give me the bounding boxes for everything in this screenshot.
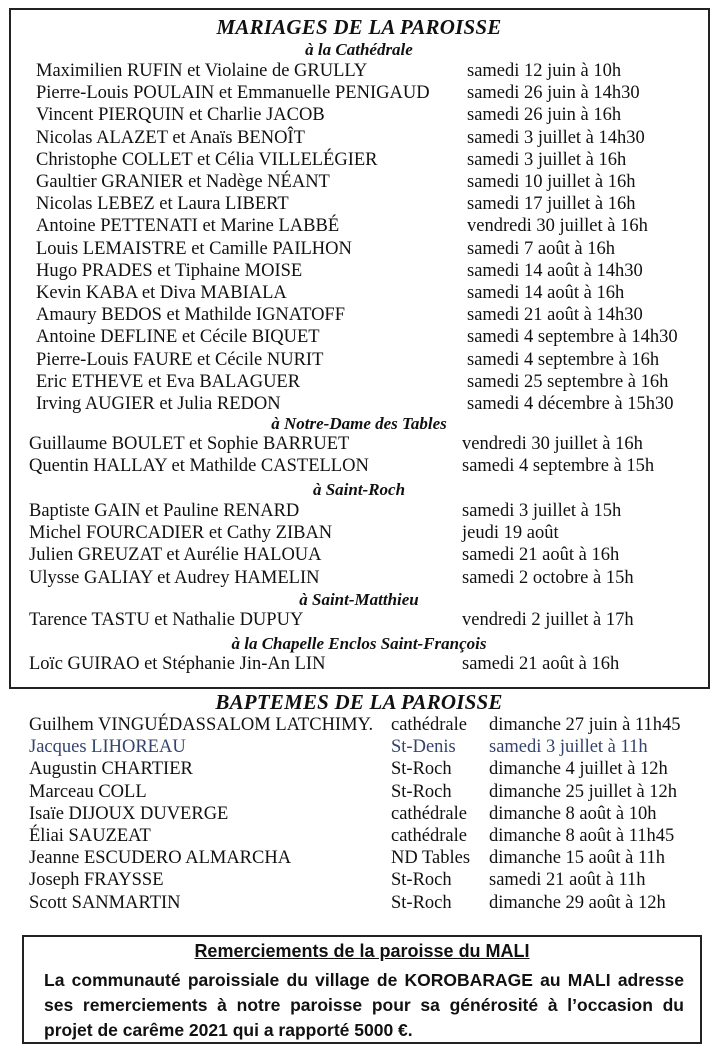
mariage-row xyxy=(0,239,718,261)
bapteme-place: St-Roch xyxy=(391,870,452,891)
mariage-date: samedi 2 octobre à 15h xyxy=(462,567,634,588)
mariage-row xyxy=(0,172,718,194)
mariage-row xyxy=(0,654,718,676)
couple-names: Eric ETHEVE et Eva BALAGUER xyxy=(36,371,301,392)
bapteme-name: Isaïe DIJOUX DUVERGE xyxy=(29,803,229,824)
bapteme-place: cathédrale xyxy=(391,715,467,735)
couple-names: Pierre-Louis POULAIN et Emmanuelle PENIGAUD xyxy=(36,83,430,104)
mariage-row xyxy=(0,456,718,478)
mariage-date: samedi 26 juin à 16h xyxy=(467,105,622,126)
couple-names: Antoine DEFLINE et Cécile BIQUET xyxy=(36,327,320,348)
bapteme-row xyxy=(0,893,718,915)
bapteme-place: St-Roch xyxy=(391,759,452,780)
bapteme-name: Jeanne ESCUDERO ALMARCHA xyxy=(29,848,292,869)
bapteme-name: Scott SANMARTIN xyxy=(29,892,181,913)
mariage-date: jeudi 19 août xyxy=(462,523,559,544)
mariage-row xyxy=(0,61,718,83)
bapteme-row xyxy=(0,737,718,759)
section-heading: à la Cathédrale xyxy=(305,40,413,59)
mariage-date: samedi 4 décembre à 15h30 xyxy=(467,394,674,414)
mariage-row xyxy=(0,150,718,172)
bapteme-place: St-Roch xyxy=(391,892,452,913)
mariage-date: samedi 17 juillet à 16h xyxy=(467,194,636,215)
couple-names: Hugo PRADES et Tiphaine MOISE xyxy=(36,260,303,281)
couple-names: Michel FOURCADIER et Cathy ZIBAN xyxy=(29,523,333,544)
bapteme-name: Marceau COLL xyxy=(29,781,147,802)
mariage-date: samedi 21 août à 16h xyxy=(462,654,620,674)
bapteme-date: dimanche 25 juillet à 12h xyxy=(489,781,678,802)
mariage-date: samedi 21 août à 14h30 xyxy=(467,305,643,326)
bapteme-row xyxy=(0,715,718,737)
remerciements-text: La communauté paroissiale du village de KOROBARAGE au MALI adresse ses remerciements à notre paroisse pour sa générosité à l’occasion du projet de carême 2021 qui a rapporté 5000 €. xyxy=(44,970,684,1040)
mariage-row xyxy=(0,128,718,150)
couple-names: Baptiste GAIN et Pauline RENARD xyxy=(29,501,300,521)
mariage-date: samedi 3 juillet à 15h xyxy=(462,501,622,521)
bapteme-name: Jacques LIHOREAU xyxy=(29,737,186,758)
couple-names: Pierre-Louis FAURE et Cécile NURIT xyxy=(36,349,324,370)
mariage-date: samedi 4 septembre à 14h30 xyxy=(467,327,678,348)
mariage-row xyxy=(0,283,718,305)
mariage-row xyxy=(0,350,718,372)
mariage-row xyxy=(0,194,718,216)
bapteme-name: Guilhem VINGUÉDASSALOM LATCHIMY. xyxy=(29,715,374,735)
bapteme-place: cathédrale xyxy=(391,826,467,846)
mariage-date: samedi 10 juillet à 16h xyxy=(467,172,636,192)
bapteme-row xyxy=(0,848,718,870)
couple-names: Ulysse GALIAY et Audrey HAMELIN xyxy=(29,567,320,588)
bapteme-row xyxy=(0,870,718,892)
mariage-row xyxy=(0,568,718,590)
mariage-row xyxy=(0,501,718,523)
mariage-date: vendredi 2 juillet à 17h xyxy=(462,610,634,630)
couple-names: Guillaume BOULET et Sophie BARRUET xyxy=(29,434,350,454)
bapteme-place: cathédrale xyxy=(391,803,467,824)
remerciements-title: Remerciements de la paroisse du MALI xyxy=(194,941,530,961)
mariage-row xyxy=(0,261,718,283)
mariage-date: samedi 21 août à 16h xyxy=(462,545,620,566)
couple-names: Maximilien RUFIN et Violaine de GRULLY xyxy=(36,61,368,81)
bapteme-date: samedi 3 juillet à 11h xyxy=(489,737,648,758)
mariage-row xyxy=(0,105,718,127)
mariage-row xyxy=(0,545,718,567)
couple-names: Vincent PIERQUIN et Charlie JACOB xyxy=(36,105,325,126)
couple-names: Nicolas LEBEZ et Laura LIBERT xyxy=(36,194,289,215)
bapteme-place: ND Tables xyxy=(391,848,471,869)
bapteme-date: dimanche 15 août à 11h xyxy=(489,848,666,869)
mariage-row xyxy=(0,372,718,394)
bapteme-name: Éliai SAUZEAT xyxy=(29,826,151,846)
mariage-date: samedi 14 août à 16h xyxy=(467,283,625,303)
bapteme-row xyxy=(0,826,718,848)
remerciements-box xyxy=(22,935,702,1044)
section-heading: à Saint-Matthieu xyxy=(299,590,419,609)
mariage-row xyxy=(0,216,718,238)
couple-names: Gaultier GRANIER et Nadège NÉANT xyxy=(36,172,330,192)
mariage-date: samedi 4 septembre à 16h xyxy=(467,349,660,370)
bapteme-place: St-Denis xyxy=(391,737,456,758)
section-heading: à Notre-Dame des Tables xyxy=(271,414,447,433)
bapteme-name: Augustin CHARTIER xyxy=(29,759,193,780)
couple-names: Loïc GUIRAO et Stéphanie Jin-An LIN xyxy=(29,654,326,674)
couple-names: Louis LEMAISTRE et Camille PAILHON xyxy=(36,238,352,259)
mariage-date: samedi 25 septembre à 16h xyxy=(467,371,669,392)
mariage-row xyxy=(0,394,718,416)
mariage-row xyxy=(0,305,718,327)
mariage-date: vendredi 30 juillet à 16h xyxy=(462,434,643,454)
couple-names: Irving AUGIER et Julia REDON xyxy=(36,394,281,414)
couple-names: Nicolas ALAZET et Anaïs BENOÎT xyxy=(36,127,305,148)
section-heading: à Saint-Roch xyxy=(312,480,406,499)
mariages-title: MARIAGES DE LA PAROISSE xyxy=(216,15,502,39)
mariage-date: samedi 14 août à 14h30 xyxy=(467,260,643,281)
bapteme-row xyxy=(0,782,718,804)
mariage-row xyxy=(0,610,718,632)
bapteme-name: Joseph FRAYSSE xyxy=(29,870,164,891)
bapteme-row xyxy=(0,804,718,826)
mariage-date: samedi 4 septembre à 15h xyxy=(462,456,655,477)
couple-names: Quentin HALLAY et Mathilde CASTELLON xyxy=(29,456,369,477)
bapteme-row xyxy=(0,759,718,781)
bapteme-place: St-Roch xyxy=(391,781,452,802)
mariage-row xyxy=(0,523,718,545)
mariage-date: samedi 26 juin à 14h30 xyxy=(467,83,640,104)
mariage-row xyxy=(0,327,718,349)
mariage-date: vendredi 30 juillet à 16h xyxy=(467,216,648,237)
mariage-date: samedi 3 juillet à 14h30 xyxy=(467,127,645,148)
mariage-date: samedi 3 juillet à 16h xyxy=(467,149,627,170)
couple-names: Tarence TASTU et Nathalie DUPUY xyxy=(29,610,304,630)
couple-names: Amaury BEDOS et Mathilde IGNATOFF xyxy=(36,305,346,326)
bapteme-date: dimanche 4 juillet à 12h xyxy=(489,759,668,780)
couple-names: Antoine PETTENATI et Marine LABBÉ xyxy=(36,216,340,237)
bapteme-date: dimanche 8 août à 10h xyxy=(489,803,657,824)
bapteme-date: dimanche 29 août à 12h xyxy=(489,892,666,913)
baptemes-title: BAPTEMES DE LA PAROISSE xyxy=(215,690,503,714)
couple-names: Christophe COLLET et Célia VILLELÉGIER xyxy=(36,149,378,170)
section-heading: à la Chapelle Enclos Saint-François xyxy=(231,634,487,653)
bapteme-date: samedi 21 août à 11h xyxy=(489,870,646,891)
mariage-date: samedi 7 août à 16h xyxy=(467,238,615,259)
mariage-row xyxy=(0,83,718,105)
couple-names: Kevin KABA et Diva MABIALA xyxy=(36,283,287,303)
bapteme-date: dimanche 27 juin à 11h45 xyxy=(489,715,681,735)
mariage-row xyxy=(0,434,718,456)
bapteme-date: dimanche 8 août à 11h45 xyxy=(489,826,675,846)
couple-names: Julien GREUZAT et Aurélie HALOUA xyxy=(29,545,322,566)
mariage-date: samedi 12 juin à 10h xyxy=(467,61,622,81)
